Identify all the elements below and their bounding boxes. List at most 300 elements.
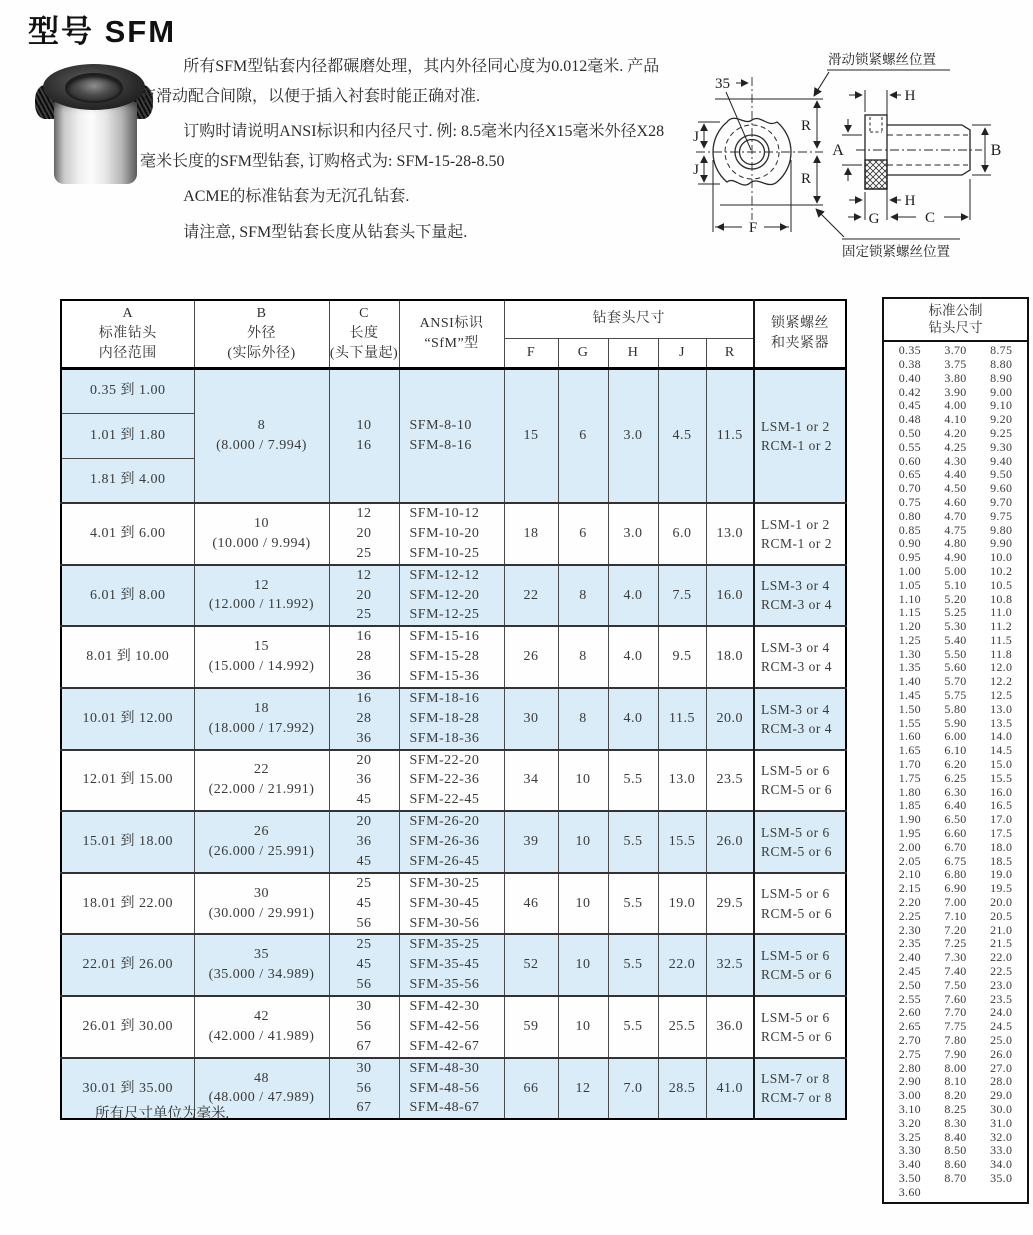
cell-f: 22	[504, 565, 558, 627]
metric-row	[887, 882, 1024, 896]
metric-size: 4.50	[944, 481, 967, 496]
cell-length: 20 36 45	[329, 811, 399, 873]
header-col-f: F	[504, 338, 558, 368]
metric-size: 9.75	[990, 508, 1013, 523]
metric-size: 2.55	[898, 991, 921, 1006]
header-line: B	[256, 306, 267, 322]
metric-size: 2.70	[898, 1033, 921, 1047]
metric-size: 4.60	[944, 494, 967, 509]
metric-size: 1.50	[898, 701, 921, 716]
dim-label-h-bottom: H	[904, 193, 916, 209]
spec-row	[61, 503, 846, 565]
cell-lock: LSM-5 or 6 RCM-5 or 6	[754, 934, 846, 996]
metric-size: 1.55	[898, 715, 921, 730]
cell-lock: LSM-3 or 4 RCM-3 or 4	[754, 688, 846, 750]
metric-size: 2.05	[898, 853, 921, 868]
cell-drill-range: 18.01 到 22.00	[61, 873, 194, 935]
metric-row	[887, 551, 1024, 565]
cell-drill-range: 6.01 到 8.00	[61, 565, 194, 627]
cell-outer-dia: 15 (15.000 / 14.992)	[194, 626, 329, 688]
cell-outer-dia: 30 (30.000 / 29.991)	[194, 873, 329, 935]
metric-row	[887, 785, 1024, 799]
intro-paragraph-4: 请注意, SFM型钻套长度从钻套头下量起.	[183, 223, 468, 241]
metric-size: 0.80	[898, 508, 921, 523]
metric-size: 6.20	[944, 757, 967, 772]
metric-row	[887, 578, 1024, 592]
cell-h: 4.0	[608, 688, 658, 750]
metric-size: 6.00	[944, 729, 967, 744]
metric-row	[887, 468, 1024, 482]
metric-size: 9.30	[990, 439, 1013, 454]
header-line: 和夹紧器	[771, 335, 830, 351]
cell-j: 6.0	[658, 503, 706, 565]
metric-size: 4.75	[944, 522, 967, 537]
metric-size: 23.0	[990, 977, 1013, 992]
metric-title-line: 钻头尺寸	[928, 319, 983, 335]
metric-row	[887, 978, 1024, 992]
header-length	[329, 300, 399, 368]
metric-size: 6.40	[944, 798, 967, 813]
metric-row	[887, 509, 1024, 523]
header-col-g: G	[558, 338, 608, 368]
metric-row	[887, 1075, 1024, 1089]
cell-length: 12 20 25	[329, 503, 399, 565]
metric-row	[887, 896, 1024, 910]
metric-size: 4.40	[944, 467, 967, 482]
header-line: 内径范围	[98, 345, 157, 361]
metric-size: 0.70	[898, 481, 921, 496]
dim-label-35: 35	[715, 76, 730, 92]
metric-row	[887, 813, 1024, 827]
cell-lock: LSM-7 or 8 RCM-7 or 8	[754, 1058, 846, 1120]
header-line: 锁紧螺丝	[771, 316, 830, 332]
metric-size: 6.75	[944, 853, 967, 868]
metric-size: 3.40	[898, 1157, 921, 1172]
metric-size: 29.0	[990, 1088, 1013, 1103]
centerlines	[696, 77, 823, 220]
metric-size: 9.80	[990, 522, 1013, 537]
metric-row	[887, 730, 1024, 744]
metric-size: 8.80	[990, 356, 1013, 371]
metric-size: 10.8	[990, 591, 1013, 606]
cell-lock: LSM-5 or 6 RCM-5 or 6	[754, 811, 846, 873]
metric-size: 5.10	[944, 577, 967, 592]
metric-row	[887, 840, 1024, 854]
cell-g: 10	[558, 996, 608, 1058]
cell-r: 36.0	[706, 996, 754, 1058]
page-title: 型号 SFM	[28, 14, 177, 49]
metric-size: 12.0	[990, 660, 1013, 675]
metric-drill-table	[882, 297, 1029, 1204]
metric-size: 9.00	[990, 384, 1013, 399]
metric-size: 21.0	[990, 922, 1013, 937]
metric-size: 4.30	[944, 453, 967, 468]
cell-g: 8	[558, 565, 608, 627]
cell-r: 23.5	[706, 750, 754, 812]
metric-size: 8.10	[944, 1074, 967, 1089]
cell-g: 6	[558, 368, 608, 503]
metric-size: 12.2	[990, 674, 1013, 689]
metric-size: 13.0	[990, 701, 1013, 716]
cell-lock: LSM-3 or 4 RCM-3 or 4	[754, 626, 846, 688]
metric-size: 0.45	[898, 398, 921, 413]
metric-size: 5.90	[944, 715, 967, 730]
cell-j: 28.5	[658, 1058, 706, 1120]
dim-label-j2: J	[693, 162, 699, 178]
metric-size: 8.50	[944, 1143, 967, 1158]
metric-size: 34.0	[990, 1157, 1013, 1172]
cell-f: 18	[504, 503, 558, 565]
cell-drill-range: 4.01 到 6.00	[61, 503, 194, 565]
spec-row	[61, 873, 846, 935]
cell-j: 4.5	[658, 368, 706, 503]
intro-paragraph-2: 订购时请说明ANSI标识和内径尺寸. 例: 8.5毫米内径X15毫米外径X28毫米长度的SFM型钻套, 订购格式为: SFM-15-28-8.50	[140, 123, 665, 170]
metric-size: 8.20	[944, 1088, 967, 1103]
metric-size: 10.2	[990, 563, 1013, 578]
cell-h: 5.5	[608, 996, 658, 1058]
front-view-dimensions	[698, 83, 823, 232]
spec-table-body	[61, 368, 846, 1119]
metric-row	[887, 399, 1024, 413]
metric-row	[887, 827, 1024, 841]
metric-size: 15.0	[990, 757, 1013, 772]
cell-length: 25 45 56	[329, 873, 399, 935]
metric-row	[887, 427, 1024, 441]
bushing-bore-hole	[67, 75, 121, 101]
cell-j: 7.5	[658, 565, 706, 627]
cell-length: 30 56 67	[329, 996, 399, 1058]
metric-size: 0.50	[898, 425, 921, 440]
cell-ansi-id: SFM-15-16 SFM-15-28 SFM-15-36	[399, 626, 504, 688]
metric-size: 10.0	[990, 550, 1013, 565]
cell-ansi-id: SFM-26-20 SFM-26-36 SFM-26-45	[399, 811, 504, 873]
metric-size: 0.40	[898, 370, 921, 385]
metric-size: 3.70	[944, 343, 967, 358]
cell-length: 20 36 45	[329, 750, 399, 812]
metric-size: 6.25	[944, 770, 967, 785]
fixed-lock-screw-label: 固定锁紧螺丝位置	[842, 244, 950, 259]
cell-g: 6	[558, 503, 608, 565]
cell-outer-dia: 12 (12.000 / 11.992)	[194, 565, 329, 627]
cell-drill-range: 22.01 到 26.00	[61, 934, 194, 996]
metric-size: 1.40	[898, 674, 921, 689]
metric-row	[887, 689, 1024, 703]
metric-size: 9.70	[990, 494, 1013, 509]
metric-size: 8.60	[944, 1157, 967, 1172]
metric-size: 0.55	[898, 439, 921, 454]
cell-drill-range: 26.01 到 30.00	[61, 996, 194, 1058]
cell-ansi-id: SFM-48-30 SFM-48-56 SFM-48-67	[399, 1058, 504, 1120]
metric-size: 17.5	[990, 826, 1013, 841]
metric-size: 8.30	[944, 1115, 967, 1130]
metric-size: 1.45	[898, 688, 921, 703]
metric-size: 5.70	[944, 674, 967, 689]
cell-h: 3.0	[608, 368, 658, 503]
metric-row	[887, 1047, 1024, 1061]
metric-size: 5.25	[944, 605, 967, 620]
cell-r: 26.0	[706, 811, 754, 873]
cell-drill-range: 10.01 到 12.00	[61, 688, 194, 750]
metric-row	[887, 1061, 1024, 1075]
metric-row	[887, 854, 1024, 868]
cell-ansi-id: SFM-35-25 SFM-35-45 SFM-35-56	[399, 934, 504, 996]
cell-length: 16 28 36	[329, 688, 399, 750]
metric-row	[887, 440, 1024, 454]
metric-size: 3.10	[898, 1101, 921, 1116]
cell-j: 13.0	[658, 750, 706, 812]
metric-size: 26.0	[990, 1046, 1013, 1061]
cell-lock: LSM-1 or 2 RCM-1 or 2	[754, 503, 846, 565]
metric-size: 4.20	[944, 425, 967, 440]
metric-size: 5.80	[944, 701, 967, 716]
metric-size: 1.10	[898, 591, 921, 606]
cell-r: 41.0	[706, 1058, 754, 1120]
units-note: 所有尺寸单位为毫米.	[95, 1106, 230, 1122]
metric-size: 23.5	[990, 991, 1013, 1006]
metric-size: 9.60	[990, 481, 1013, 496]
cell-outer-dia: 8 (8.000 / 7.994)	[194, 368, 329, 503]
header-lock-screw	[754, 300, 846, 368]
cell-lock: LSM-3 or 4 RCM-3 or 4	[754, 565, 846, 627]
metric-size: 9.40	[990, 453, 1013, 468]
cell-g: 10	[558, 873, 608, 935]
metric-size: 21.5	[990, 936, 1013, 951]
metric-size: 1.15	[898, 605, 921, 620]
cell-r: 13.0	[706, 503, 754, 565]
header-head-dims-group: 钻套头尺寸	[504, 300, 754, 338]
cell-outer-dia: 42 (42.000 / 41.989)	[194, 996, 329, 1058]
side-view-outline	[856, 115, 982, 189]
cell-length: 25 45 56	[329, 934, 399, 996]
metric-size: 3.80	[944, 370, 967, 385]
metric-row	[887, 1034, 1024, 1048]
metric-row	[887, 1089, 1024, 1103]
cell-ansi-id: SFM-10-12 SFM-10-20 SFM-10-25	[399, 503, 504, 565]
cell-g: 10	[558, 934, 608, 996]
cell-g: 12	[558, 1058, 608, 1120]
metric-size: 1.70	[898, 757, 921, 772]
spec-row	[61, 368, 846, 413]
metric-row	[887, 965, 1024, 979]
spec-row	[61, 626, 846, 688]
cell-f: 15	[504, 368, 558, 503]
cell-ansi-id: SFM-8-10 SFM-8-16	[399, 368, 504, 503]
cell-j: 9.5	[658, 626, 706, 688]
metric-size: 2.30	[898, 922, 921, 937]
dim-label-h-top: H	[904, 88, 916, 104]
cell-drill-range: 15.01 到 18.00	[61, 811, 194, 873]
metric-row	[887, 744, 1024, 758]
metric-size: 9.20	[990, 412, 1013, 427]
metric-size: 2.15	[898, 881, 921, 896]
metric-size: 27.0	[990, 1060, 1013, 1075]
metric-size: 1.90	[898, 812, 921, 827]
cell-lock: LSM-1 or 2 RCM-1 or 2	[754, 368, 846, 503]
metric-row	[887, 799, 1024, 813]
metric-size: 7.40	[944, 964, 967, 979]
metric-row	[887, 923, 1024, 937]
metric-size: 3.60	[898, 1184, 921, 1199]
cell-ansi-id: SFM-12-12 SFM-12-20 SFM-12-25	[399, 565, 504, 627]
metric-size: 9.50	[990, 467, 1013, 482]
technical-diagram	[690, 42, 1030, 270]
header-col-h: H	[608, 338, 658, 368]
metric-size: 2.10	[898, 867, 921, 882]
metric-size: 6.60	[944, 826, 967, 841]
cell-f: 34	[504, 750, 558, 812]
metric-size: 5.60	[944, 660, 967, 675]
metric-size: 2.45	[898, 964, 921, 979]
header-line: 标准钻头	[98, 325, 157, 341]
metric-size: 0.95	[898, 550, 921, 565]
metric-row	[887, 1116, 1024, 1130]
metric-row	[887, 951, 1024, 965]
metric-size: 20.5	[990, 908, 1013, 923]
cell-drill-range: 12.01 到 15.00	[61, 750, 194, 812]
metric-size: 7.00	[944, 895, 967, 910]
metric-size: 5.40	[944, 632, 967, 647]
metric-row	[887, 358, 1024, 372]
metric-size: 1.80	[898, 784, 921, 799]
metric-row	[887, 771, 1024, 785]
spec-row	[61, 811, 846, 873]
metric-size: 5.30	[944, 619, 967, 634]
metric-size: 4.00	[944, 398, 967, 413]
metric-row	[887, 1172, 1024, 1186]
cell-drill-range: 1.01 到 1.80	[61, 413, 194, 458]
metric-size: 2.00	[898, 839, 921, 854]
header-col-j: J	[658, 338, 706, 368]
metric-size: 7.90	[944, 1046, 967, 1061]
dim-label-b: B	[990, 142, 1002, 159]
dim-label-r1: R	[800, 118, 812, 134]
metric-size: 1.65	[898, 743, 921, 758]
cell-outer-dia: 22 (22.000 / 21.991)	[194, 750, 329, 812]
metric-size: 2.20	[898, 895, 921, 910]
metric-row	[887, 371, 1024, 385]
metric-size: 14.5	[990, 743, 1013, 758]
metric-row	[887, 454, 1024, 468]
metric-size: 3.30	[898, 1143, 921, 1158]
cell-h: 5.5	[608, 934, 658, 996]
cell-j: 11.5	[658, 688, 706, 750]
metric-size: 2.80	[898, 1060, 921, 1075]
metric-size: 2.90	[898, 1074, 921, 1089]
bushing-body	[54, 102, 137, 184]
spec-row	[61, 996, 846, 1058]
metric-size: 30.0	[990, 1101, 1013, 1116]
metric-size: 11.0	[990, 605, 1013, 620]
metric-size: 11.5	[990, 632, 1013, 647]
cell-drill-range: 30.01 到 35.00	[61, 1058, 194, 1120]
metric-size: 5.20	[944, 591, 967, 606]
cell-ansi-id: SFM-30-25 SFM-30-45 SFM-30-56	[399, 873, 504, 935]
metric-size: 11.8	[990, 646, 1013, 661]
metric-size: 1.35	[898, 660, 921, 675]
cell-f: 30	[504, 688, 558, 750]
cell-r: 20.0	[706, 688, 754, 750]
metric-row	[887, 675, 1024, 689]
metric-row	[887, 647, 1024, 661]
metric-size: 5.75	[944, 688, 967, 703]
metric-size: 0.65	[898, 467, 921, 482]
cell-outer-dia: 26 (26.000 / 25.991)	[194, 811, 329, 873]
metric-size: 19.5	[990, 881, 1013, 896]
spec-row	[61, 750, 846, 812]
metric-table-title	[884, 299, 1027, 342]
dim-label-a: A	[832, 142, 844, 159]
header-outer-dia	[194, 300, 329, 368]
cell-g: 8	[558, 688, 608, 750]
metric-row	[887, 482, 1024, 496]
metric-size: 6.90	[944, 881, 967, 896]
metric-size: 4.25	[944, 439, 967, 454]
metric-row	[887, 620, 1024, 634]
metric-size: 25.0	[990, 1033, 1013, 1047]
metric-row	[887, 937, 1024, 951]
cell-j: 19.0	[658, 873, 706, 935]
cell-outer-dia: 10 (10.000 / 9.994)	[194, 503, 329, 565]
metric-row	[887, 523, 1024, 537]
cell-h: 5.5	[608, 811, 658, 873]
metric-row	[887, 716, 1024, 730]
metric-size: 1.30	[898, 646, 921, 661]
dimension-labels	[693, 76, 1001, 236]
metric-size: 0.90	[898, 536, 921, 551]
metric-size: 8.90	[990, 370, 1013, 385]
header-line: ANSI标识	[419, 316, 484, 332]
metric-size: 6.10	[944, 743, 967, 758]
metric-row	[887, 1103, 1024, 1117]
metric-size: 7.25	[944, 936, 967, 951]
metric-size: 35.0	[990, 1170, 1013, 1185]
metric-row	[887, 537, 1024, 551]
metric-size: 3.75	[944, 356, 967, 371]
metric-row	[887, 1130, 1024, 1144]
metric-size: 10.5	[990, 577, 1013, 592]
metric-size: 4.70	[944, 508, 967, 523]
metric-size: 1.75	[898, 770, 921, 785]
metric-row	[887, 1144, 1024, 1158]
metric-size: 2.75	[898, 1046, 921, 1061]
metric-size: 24.0	[990, 1005, 1013, 1020]
metric-row	[887, 1158, 1024, 1172]
metric-size: 5.00	[944, 563, 967, 578]
cell-f: 59	[504, 996, 558, 1058]
metric-size: 17.0	[990, 812, 1013, 827]
dim-label-c: C	[924, 210, 936, 226]
metric-size: 19.0	[990, 867, 1013, 882]
metric-size: 7.75	[944, 1019, 967, 1034]
metric-size: 0.75	[898, 494, 921, 509]
metric-size: 4.10	[944, 412, 967, 427]
metric-size: 5.50	[944, 646, 967, 661]
metric-size: 8.70	[944, 1170, 967, 1185]
cell-ansi-id: SFM-42-30 SFM-42-56 SFM-42-67	[399, 996, 504, 1058]
metric-size: 2.25	[898, 908, 921, 923]
cell-h: 5.5	[608, 873, 658, 935]
metric-size: 2.35	[898, 936, 921, 951]
cell-lock: LSM-5 or 6 RCM-5 or 6	[754, 996, 846, 1058]
metric-row	[887, 606, 1024, 620]
metric-row	[887, 565, 1024, 579]
metric-size: 3.20	[898, 1115, 921, 1130]
cell-h: 3.0	[608, 503, 658, 565]
cell-length: 12 20 25	[329, 565, 399, 627]
metric-size: 11.2	[990, 619, 1013, 634]
metric-size: 24.5	[990, 1019, 1013, 1034]
cell-lock: LSM-5 or 6 RCM-5 or 6	[754, 873, 846, 935]
